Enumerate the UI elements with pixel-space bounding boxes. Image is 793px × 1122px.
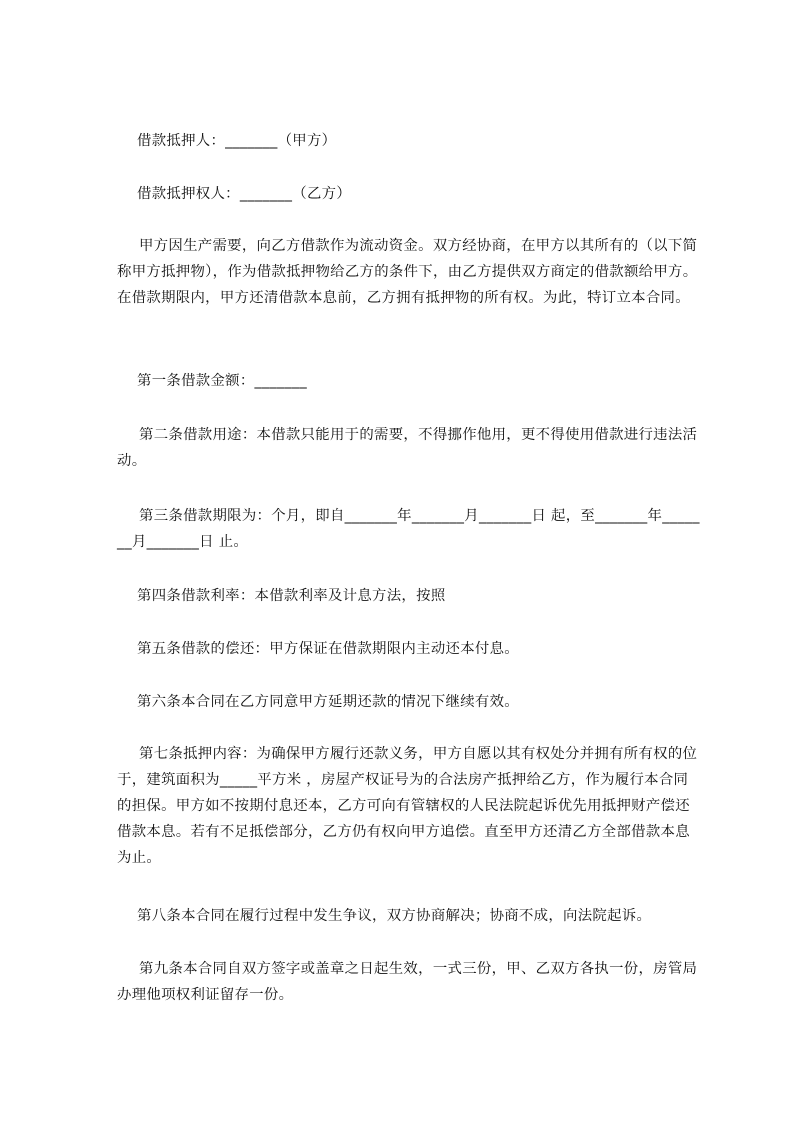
- article-1: 第一条借款金额：_______: [137, 373, 307, 389]
- article-2: 第二条借款用途：本借款只能用于的需要，不得挪作他用，更不得使用借款进行违法活动。: [117, 427, 698, 469]
- article-6: 第六条本合同在乙方同意甲方延期还款的情况下继续有效。: [137, 694, 519, 710]
- article-4: 第四条借款利率：本借款利率及计息方法，按照: [137, 588, 446, 604]
- preamble-paragraph: 甲方因生产需要，向乙方借款作为流动资金。双方经协商，在甲方以其所有的（以下简称甲方抵押物），作为借款抵押物给乙方的条件下，由乙方提供双方商定的借款额给甲方。在借款期限内，甲方还清借款本息前，乙方拥有抵押物的所有权。为此，特订立本合同。: [117, 238, 698, 306]
- lender-line: 借款抵押权人：_______（乙方）: [137, 186, 352, 202]
- article-9: 第九条本合同自双方签字或盖章之日起生效，一式三份，甲、乙双方各执一份，房管局办理他项权利证留存一份。: [117, 961, 698, 1003]
- article-8: 第八条本合同在履行过程中发生争议，双方协商解决；协商不成，向法院起诉。: [137, 908, 652, 924]
- article-5: 第五条借款的偿还：甲方保证在借款期限内主动还本付息。: [137, 641, 519, 657]
- article-3: 第三条借款期限为：个月，即自_______年_______月_______日 起，至_______年_______月_______日 止。: [117, 508, 700, 550]
- borrower-line: 借款抵押人：_______（甲方）: [137, 133, 337, 149]
- article-7: 第七条抵押内容：为确保甲方履行还款义务，甲方自愿以其有权处分并拥有所有权的位于，建筑面积为_____平方米 ，房屋产权证号为的合法房产抵押给乙方，作为履行本合同的担保。甲方如不按期付息还本，乙方可向有管辖权的人民法院起诉优先用抵押财产偿还借款本息。若有不足抵偿部分，乙方仍有权向甲方追偿。直至甲方还清乙方全部借款本息为止。: [117, 746, 698, 866]
